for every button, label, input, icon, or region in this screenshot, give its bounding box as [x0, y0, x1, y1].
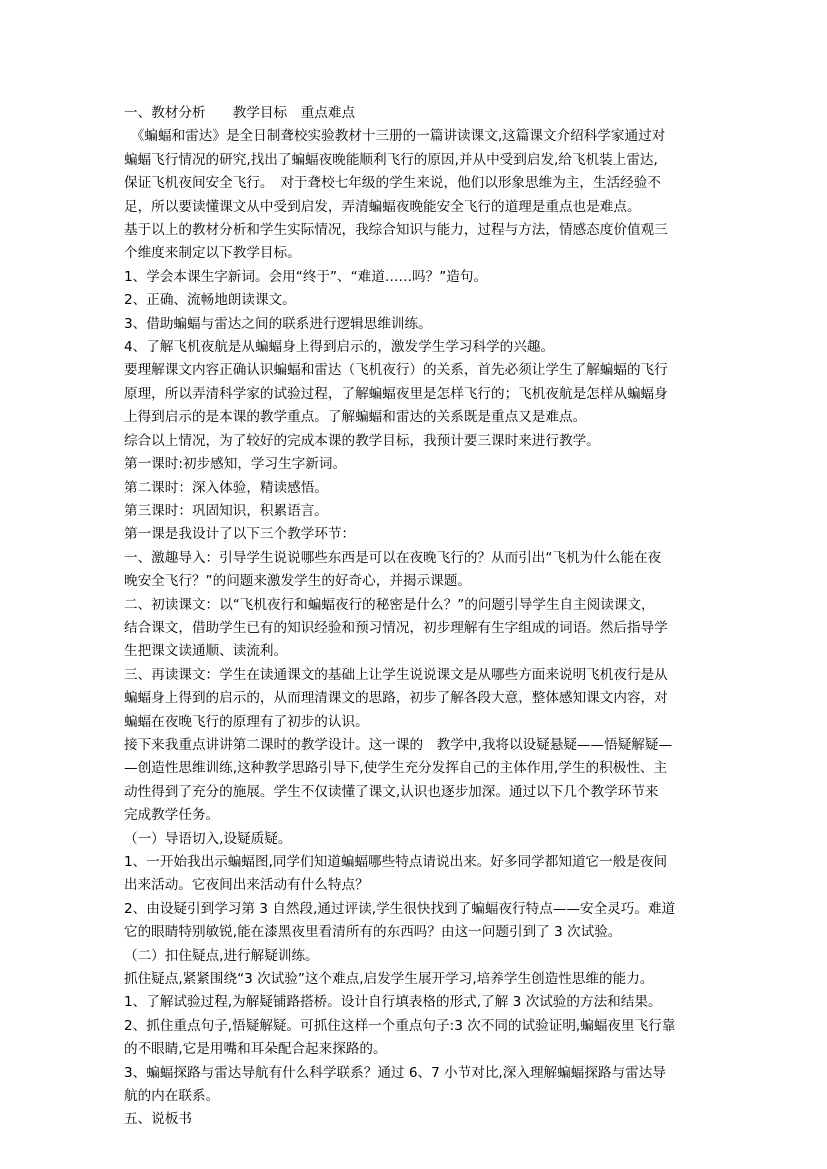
- document-page: [124, 102, 710, 1132]
- list-item: 1、一开始我出示蝙蝠图,同学们知道蝙蝠哪些特点请说出来。好多同学都知道它一般是夜间: [124, 854, 668, 870]
- paragraph-line: —创造性思维训练,这种教学思路引导下,使学生充分发挥自己的主体作用,学生的积极性、主: [124, 760, 668, 777]
- list-item: 2、抓住重点句子,悟疑解疑。可抓住这样一个重点句子:3 次不同的试验证明,蝙蝠夜里飞行靠: [124, 1017, 676, 1034]
- section-heading: 一、教材分析 教学目标 重点难点: [124, 105, 356, 121]
- paragraph-line: 保证飞机夜间安全飞行。 对于聋校七年级的学生来说，他们以形象思维为主，生活经验不: [124, 175, 661, 192]
- list-item: 第二课时：深入体验，精读感悟。: [124, 479, 328, 496]
- list-item: 4、了解飞机夜航是从蝙蝠身上得到启示的，激发学生学习科学的兴趣。: [124, 339, 555, 356]
- paragraph-line: 动性得到了充分的施展。学生不仅读懂了课文,认识也逐步加深。通过以下几个教学环节来: [124, 783, 659, 800]
- list-item: 的不眼睛,它是用嘴和耳朵配合起来探路的。: [124, 1041, 387, 1058]
- paragraph-line: 晚安全飞行？”的问题来激发学生的好奇心，并揭示课题。: [124, 573, 471, 590]
- paragraph-line: 生把课文读通顺、读流利。: [124, 643, 288, 660]
- section-heading: 五、说板书: [124, 1111, 192, 1128]
- list-item: 第一课时:初步感知，学习生字新词。: [124, 456, 347, 473]
- section-heading: （一）导语切入,设疑质疑。: [124, 830, 292, 847]
- paragraph-line: 足，所以要读懂课文从中受到启发，弄清蝙蝠夜晚能安全飞行的道理是重点也是难点。: [124, 198, 641, 215]
- paragraph-line: 三、再读课文：学生在读通课文的基础上让学生说说课文是从哪些方面来说明飞机夜行是从: [124, 666, 668, 683]
- paragraph-line: 一、激趣导入：引导学生说说哪些东西是可以在夜晚飞行的？从而引出“飞机为什么能在夜: [124, 549, 662, 566]
- paragraph-line: 个维度来制定以下教学目标。: [124, 245, 301, 262]
- list-item: 3、借助蝙蝠与雷达之间的联系进行逻辑思维训练。: [124, 315, 432, 332]
- list-item: 航的内在联系。: [124, 1088, 220, 1105]
- paragraph-line: 综合以上情况，为了较好的完成本课的教学目标，我预计要三课时来进行教学。: [124, 432, 600, 449]
- paragraph-line: 结合课文，借助学生已有的知识经验和预习情况，初步理解有生字组成的词语。然后指导学: [124, 619, 668, 636]
- list-item: 1、学会本课生字新词。会用“终于”、“难道……吗？”造句。: [124, 268, 488, 285]
- paragraph-line: 要理解课文内容正确认识蝙蝠和雷达（飞机夜行）的关系，首先必须让学生了解蝙蝠的飞行: [124, 362, 668, 379]
- paragraph-line: 蝙蝠身上得到的启示的，从而理清课文的思路，初步了解各段大意，整体感知课文内容，对: [124, 690, 668, 707]
- list-item: 2、由设疑引到学习第 3 自然段,通过评读,学生很快找到了蝙蝠夜行特点——安全灵巧。难道: [124, 900, 676, 917]
- paragraph-line: 二、初读课文：以“飞机夜行和蝙蝠夜行的秘密是什么？”的问题引导学生自主阅读课文，: [124, 596, 655, 613]
- paragraph-line: 第一课是我设计了以下三个教学环节：: [124, 526, 356, 543]
- paragraph-line: 原理，所以弄清科学家的试验过程，了解蝙蝠夜里是怎样飞行的；飞机夜航是怎样从蝙蝠身: [124, 385, 668, 402]
- paragraph-line: 上得到启示的是本课的教学重点。了解蝙蝠和雷达的关系既是重点又是难点。: [124, 409, 587, 426]
- section-heading: （二）扣住疑点,进行解疑训练。: [124, 947, 319, 964]
- paragraph-line: 蝙蝠在夜晚飞行的原理有了初步的认识。: [124, 713, 369, 730]
- list-item: 1、了解试验过程,为解疑铺路搭桥。设计自行填表格的形式,了解 3 次试验的方法和结果。: [124, 994, 662, 1011]
- list-item: 出来活动。它夜间出来活动有什么特点？: [124, 877, 369, 894]
- list-item: 2、正确、流畅地朗读课文。: [124, 292, 296, 309]
- paragraph-line: 接下来我重点讲讲第二课时的教学设计。这一课的 教学中,我将以设疑悬疑——悟疑解疑—: [124, 736, 673, 753]
- list-item: 第三课时：巩固知识，积累语言。: [124, 502, 328, 519]
- paragraph-line: 完成教学任务。: [124, 807, 220, 824]
- paragraph-line: 基于以上的教材分析和学生实际情况，我综合知识与能力，过程与方法，情感态度价值观三: [124, 222, 668, 239]
- list-item: 3、蝙蝠探路与雷达导航有什么科学联系？通过 6、7 小节对比,深入理解蝙蝠探路与雷达导: [124, 1064, 666, 1081]
- paragraph-line: 蝙蝠飞行情况的研究,找出了蝙蝠夜晚能顺利飞行的原因,并从中受到启发,给飞机装上雷达,: [124, 151, 658, 168]
- paragraph-line: 《蝙蝠和雷达》是全日制聋校实验教材十三册的一篇讲读课文,这篇课文介绍科学家通过对: [124, 128, 666, 145]
- list-item: 它的眼睛特别敏锐,能在漆黑夜里看清所有的东西吗？由这一问题引到了 3 次试验。: [124, 924, 622, 941]
- paragraph-line: 抓住疑点,紧紧围绕“3 次试验”这个难点,启发学生展开学习,培养学生创造性思维的能力。: [124, 971, 654, 988]
